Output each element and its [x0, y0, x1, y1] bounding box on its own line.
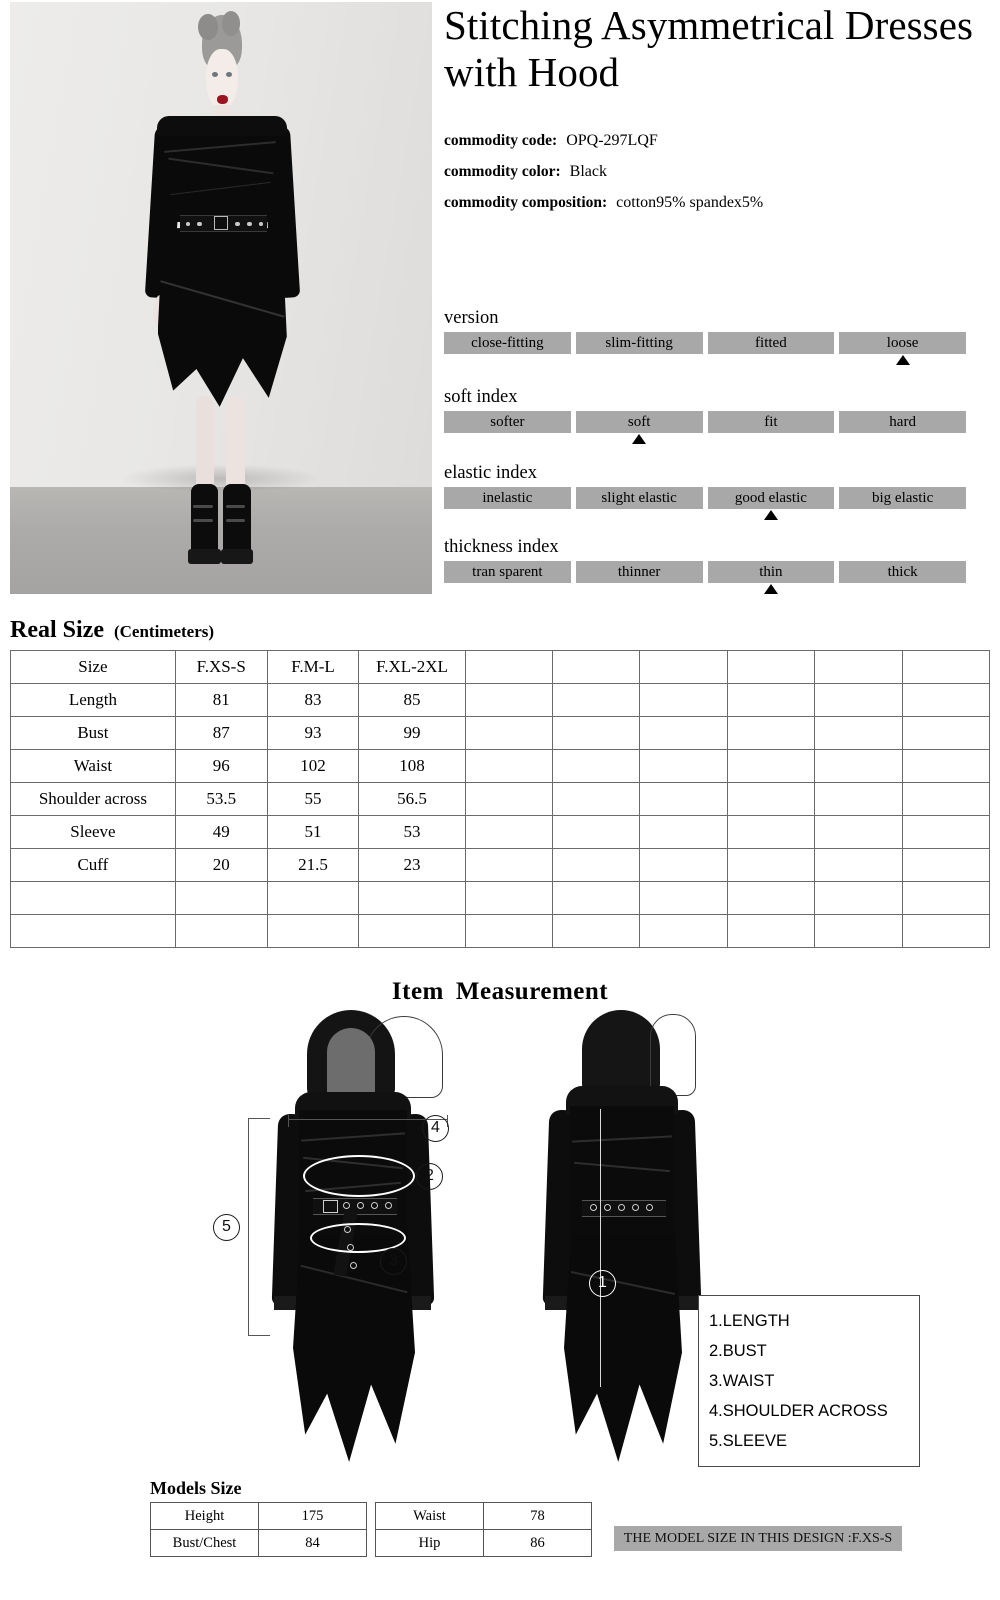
table-row: [376, 1530, 592, 1557]
selected-marker-triangle-icon: [764, 584, 778, 594]
models-size-section: [150, 1502, 902, 1557]
cell-empty: [902, 816, 989, 849]
row-label: Length: [11, 684, 176, 717]
shoulder-tick-left: [288, 1115, 289, 1127]
cell-empty: [902, 750, 989, 783]
index-option-version-1[interactable]: slim-fitting: [576, 332, 703, 354]
row-value: 23: [359, 849, 465, 882]
cell-empty: [727, 816, 814, 849]
cell-empty: [727, 882, 814, 915]
model-hair-bun-left: [198, 14, 217, 40]
cell-empty: [359, 915, 465, 948]
boot-lace: [226, 505, 245, 507]
cell-empty: [902, 882, 989, 915]
model-size-banner: THE MODEL SIZE IN THIS DESIGN :F.XS-S: [614, 1526, 902, 1551]
back-bodice: [570, 1106, 674, 1242]
selected-marker-triangle-icon: [896, 355, 910, 365]
item-measurement-title: [0, 978, 1000, 1006]
header-empty: [553, 651, 640, 684]
item-measurement-title-part1: Item: [391, 978, 444, 1005]
table-row: [376, 1503, 592, 1530]
cell-empty: [727, 849, 814, 882]
cell-empty: [465, 717, 552, 750]
cell-empty: [553, 750, 640, 783]
real-size-table: [10, 650, 990, 948]
row-value: 96: [175, 750, 267, 783]
back-belt-eyelet: [604, 1204, 611, 1211]
row-label: [11, 882, 176, 915]
belt-stud: [197, 222, 201, 226]
sleeve-bracket-bottom: [248, 1335, 270, 1336]
index-marker-slot: [839, 584, 966, 597]
cell-empty: [727, 783, 814, 816]
row-value: 20: [175, 849, 267, 882]
header-empty: [465, 651, 552, 684]
selected-marker-triangle-icon: [764, 510, 778, 520]
index-marker-slot: [576, 355, 703, 368]
model-hip-label: Hip: [376, 1530, 484, 1557]
index-marker-slot: [576, 434, 703, 447]
model-waist-label: Waist: [376, 1503, 484, 1530]
cell-empty: [465, 783, 552, 816]
cell-empty: [465, 915, 552, 948]
cell-empty: [640, 882, 727, 915]
boot-lace: [193, 505, 212, 507]
back-hood-fold: [650, 1014, 696, 1096]
cell-empty: [267, 915, 359, 948]
model-height-value: 175: [259, 1503, 367, 1530]
back-belt-eyelet: [632, 1204, 639, 1211]
cell-empty: [902, 783, 989, 816]
index-marker-slot: [576, 584, 703, 597]
length-measure-centerline: [600, 1109, 601, 1387]
row-value: 85: [359, 684, 465, 717]
index-label-thickness: thickness index: [444, 537, 559, 557]
belt-stud: [247, 222, 251, 226]
row-value: 81: [175, 684, 267, 717]
index-label-soft: soft index: [444, 387, 518, 407]
table-row: [151, 1530, 367, 1557]
commodity-row: [444, 132, 989, 150]
bust-measure-ellipse: [303, 1155, 415, 1197]
index-marker-slot: [444, 355, 571, 368]
table-row: [11, 717, 990, 750]
commodity-composition-value: cotton95% spandex5%: [616, 194, 764, 211]
row-value: 55: [267, 783, 359, 816]
index-markers-soft: [444, 434, 966, 447]
index-marker-slot: [839, 355, 966, 368]
index-option-soft-3[interactable]: hard: [839, 411, 966, 433]
cell-empty: [553, 915, 640, 948]
commodity-row: [444, 163, 989, 181]
cell-empty: [815, 849, 902, 882]
legend-item-sleeve: 5.SLEEVE: [709, 1432, 787, 1450]
index-option-thickness-0[interactable]: tran sparent: [444, 561, 571, 583]
cell-empty: [465, 684, 552, 717]
index-marker-slot: [444, 434, 571, 447]
index-bar-soft: [444, 411, 966, 433]
cell-empty: [640, 684, 727, 717]
row-label: Shoulder across: [11, 783, 176, 816]
front-hood-fold: [365, 1016, 443, 1098]
index-option-thickness-2[interactable]: thin: [708, 561, 835, 583]
model-leg-left: [196, 396, 215, 497]
index-bar-elastic: [444, 487, 966, 509]
index-marker-slot: [708, 584, 835, 597]
index-marker-slot: [444, 510, 571, 523]
index-marker-slot: [708, 434, 835, 447]
index-group-thickness: [444, 537, 966, 597]
table-row: [11, 684, 990, 717]
index-marker-slot: [839, 510, 966, 523]
cell-empty: [902, 717, 989, 750]
item-measurement-title-part2: Measurement: [455, 978, 609, 1005]
cell-empty: [815, 882, 902, 915]
cell-empty: [902, 684, 989, 717]
cell-empty: [902, 849, 989, 882]
real-size-unit: (Centimeters): [113, 622, 215, 641]
models-size-heading: Models Size: [150, 1478, 242, 1498]
header-xl-2xl: F.XL-2XL: [359, 651, 465, 684]
front-belt-eyelet: [385, 1202, 392, 1209]
cell-empty: [553, 882, 640, 915]
boot-lace: [226, 519, 245, 521]
index-option-elastic-0[interactable]: inelastic: [444, 487, 571, 509]
table-row-empty: [11, 882, 990, 915]
cell-empty: [465, 849, 552, 882]
legend-item-shoulder-across: 4.SHOULDER ACROSS: [709, 1402, 888, 1420]
model-height-label: Height: [151, 1503, 259, 1530]
index-markers-version: [444, 355, 966, 368]
cell-empty: [902, 915, 989, 948]
index-bar-thickness: [444, 561, 966, 583]
index-group-version: [444, 308, 966, 368]
table-row: [11, 849, 990, 882]
index-marker-slot: [839, 434, 966, 447]
index-group-soft: [444, 387, 966, 447]
models-size-table-right: [375, 1502, 592, 1557]
belt-tail-eyelet: [350, 1262, 357, 1269]
commodity-color-value: Black: [569, 163, 607, 180]
callout-4-shoulder-across: 4: [422, 1115, 449, 1142]
index-label-version: version: [444, 308, 499, 328]
callout-3-waist: 3: [380, 1248, 407, 1275]
real-size-title: Real Size: [10, 617, 104, 643]
dress-shoulder: [157, 116, 287, 136]
back-belt-eyelet: [590, 1204, 597, 1211]
index-option-elastic-1[interactable]: slight elastic: [576, 487, 703, 509]
row-label: Cuff: [11, 849, 176, 882]
index-option-elastic-2[interactable]: good elastic: [708, 487, 835, 509]
row-label: [11, 915, 176, 948]
model-hip-value: 86: [484, 1530, 592, 1557]
table-row: [11, 816, 990, 849]
real-size-heading: [10, 617, 214, 644]
index-markers-thickness: [444, 584, 966, 597]
index-bar-version: [444, 332, 966, 354]
dress-asymmetrical-skirt: [158, 228, 287, 409]
table-row: [151, 1503, 367, 1530]
cell-empty: [640, 783, 727, 816]
index-option-soft-1[interactable]: soft: [576, 411, 703, 433]
cell-empty: [465, 750, 552, 783]
sleeve-bracket-top: [248, 1118, 270, 1119]
cell-empty: [815, 750, 902, 783]
commodity-code-label: commodity code:: [444, 132, 558, 149]
page-title: Stitching Asymmetrical Dresses with Hood: [444, 2, 974, 95]
models-size-table-left: [150, 1502, 367, 1557]
cell-empty: [553, 717, 640, 750]
commodity-row: [444, 194, 989, 212]
cell-empty: [727, 750, 814, 783]
cell-empty: [465, 816, 552, 849]
cell-empty: [553, 816, 640, 849]
table-row: [11, 750, 990, 783]
row-value: 51: [267, 816, 359, 849]
row-value: 99: [359, 717, 465, 750]
model-photo: [10, 2, 432, 594]
legend-item-bust: 2.BUST: [709, 1342, 767, 1360]
table-row-empty: [11, 915, 990, 948]
table-row: [11, 783, 990, 816]
cell-empty: [727, 915, 814, 948]
callout-5-sleeve: 5: [213, 1214, 240, 1241]
selected-marker-triangle-icon: [632, 434, 646, 444]
measurement-legend: [698, 1295, 920, 1467]
commodity-info: [444, 132, 989, 225]
row-value: 49: [175, 816, 267, 849]
cell-empty: [727, 684, 814, 717]
header-size: Size: [11, 651, 176, 684]
index-option-version-2[interactable]: fitted: [708, 332, 835, 354]
model-bust-label: Bust/Chest: [151, 1530, 259, 1557]
cell-empty: [815, 783, 902, 816]
sleeve-measure-bracket: [248, 1118, 249, 1336]
callout-2-bust: 2: [416, 1163, 443, 1190]
belt-buckle: [214, 216, 228, 230]
model-bust-value: 84: [259, 1530, 367, 1557]
back-belt-eyelet: [646, 1204, 653, 1211]
cell-empty: [553, 783, 640, 816]
model-leg-right: [226, 396, 245, 497]
index-option-soft-0[interactable]: softer: [444, 411, 571, 433]
cell-empty: [640, 717, 727, 750]
back-hood: [582, 1010, 660, 1096]
cell-empty: [640, 750, 727, 783]
belt-stud: [235, 222, 239, 226]
legend-item-waist: 3.WAIST: [709, 1372, 775, 1390]
cell-empty: [175, 882, 267, 915]
index-marker-slot: [576, 510, 703, 523]
index-group-elastic: [444, 463, 966, 523]
cell-empty: [815, 816, 902, 849]
row-value: 87: [175, 717, 267, 750]
cell-empty: [465, 882, 552, 915]
row-label: Sleeve: [11, 816, 176, 849]
row-value: 93: [267, 717, 359, 750]
index-label-elastic: elastic index: [444, 463, 537, 483]
commodity-color-label: commodity color:: [444, 163, 561, 180]
row-value: 83: [267, 684, 359, 717]
row-value: 108: [359, 750, 465, 783]
boot-sole-left: [188, 549, 221, 564]
index-marker-slot: [708, 355, 835, 368]
row-value: 53.5: [175, 783, 267, 816]
cell-empty: [640, 915, 727, 948]
cell-empty: [267, 882, 359, 915]
header-empty: [640, 651, 727, 684]
cell-empty: [553, 849, 640, 882]
index-option-soft-2[interactable]: fit: [708, 411, 835, 433]
row-value: 56.5: [359, 783, 465, 816]
header-empty: [815, 651, 902, 684]
cell-empty: [640, 849, 727, 882]
index-marker-slot: [444, 584, 571, 597]
cell-empty: [175, 915, 267, 948]
row-label: Bust: [11, 717, 176, 750]
index-marker-slot: [708, 510, 835, 523]
front-belt-eyelet: [371, 1202, 378, 1209]
cell-empty: [640, 816, 727, 849]
back-belt-eyelet: [618, 1204, 625, 1211]
cell-empty: [727, 717, 814, 750]
commodity-code-value: OPQ-297LQF: [566, 132, 658, 149]
row-value: 53: [359, 816, 465, 849]
cell-empty: [359, 882, 465, 915]
front-belt-eyelet: [357, 1202, 364, 1209]
belt-stud: [186, 222, 190, 226]
row-label: Waist: [11, 750, 176, 783]
index-option-version-0[interactable]: close-fitting: [444, 332, 571, 354]
garment-back-view: [530, 1010, 710, 1470]
header-m-l: F.M-L: [267, 651, 359, 684]
commodity-composition-label: commodity composition:: [444, 194, 608, 211]
model-figure: [10, 2, 432, 594]
boot-sole-right: [221, 549, 254, 564]
row-value: 102: [267, 750, 359, 783]
index-markers-elastic: [444, 510, 966, 523]
callout-1-length: 1: [589, 1270, 616, 1297]
index-option-thickness-3[interactable]: thick: [839, 561, 966, 583]
model-lips: [217, 95, 228, 104]
cell-empty: [815, 684, 902, 717]
legend-item-length: 1.LENGTH: [709, 1312, 790, 1330]
row-value: 21.5: [267, 849, 359, 882]
table-header-row: [11, 651, 990, 684]
index-option-elastic-3[interactable]: big elastic: [839, 487, 966, 509]
header-empty: [727, 651, 814, 684]
boot-lace: [193, 519, 212, 521]
back-asymmetrical-skirt: [564, 1234, 682, 1462]
cell-empty: [553, 684, 640, 717]
model-waist-value: 78: [484, 1503, 592, 1530]
index-option-version-3[interactable]: loose: [839, 332, 966, 354]
cell-empty: [815, 915, 902, 948]
front-hood-lining: [327, 1028, 375, 1100]
header-xs-s: F.XS-S: [175, 651, 267, 684]
header-empty: [902, 651, 989, 684]
index-option-thickness-1[interactable]: thinner: [576, 561, 703, 583]
cell-empty: [815, 717, 902, 750]
front-belt-eyelet: [343, 1202, 350, 1209]
front-belt-buckle: [323, 1200, 338, 1213]
